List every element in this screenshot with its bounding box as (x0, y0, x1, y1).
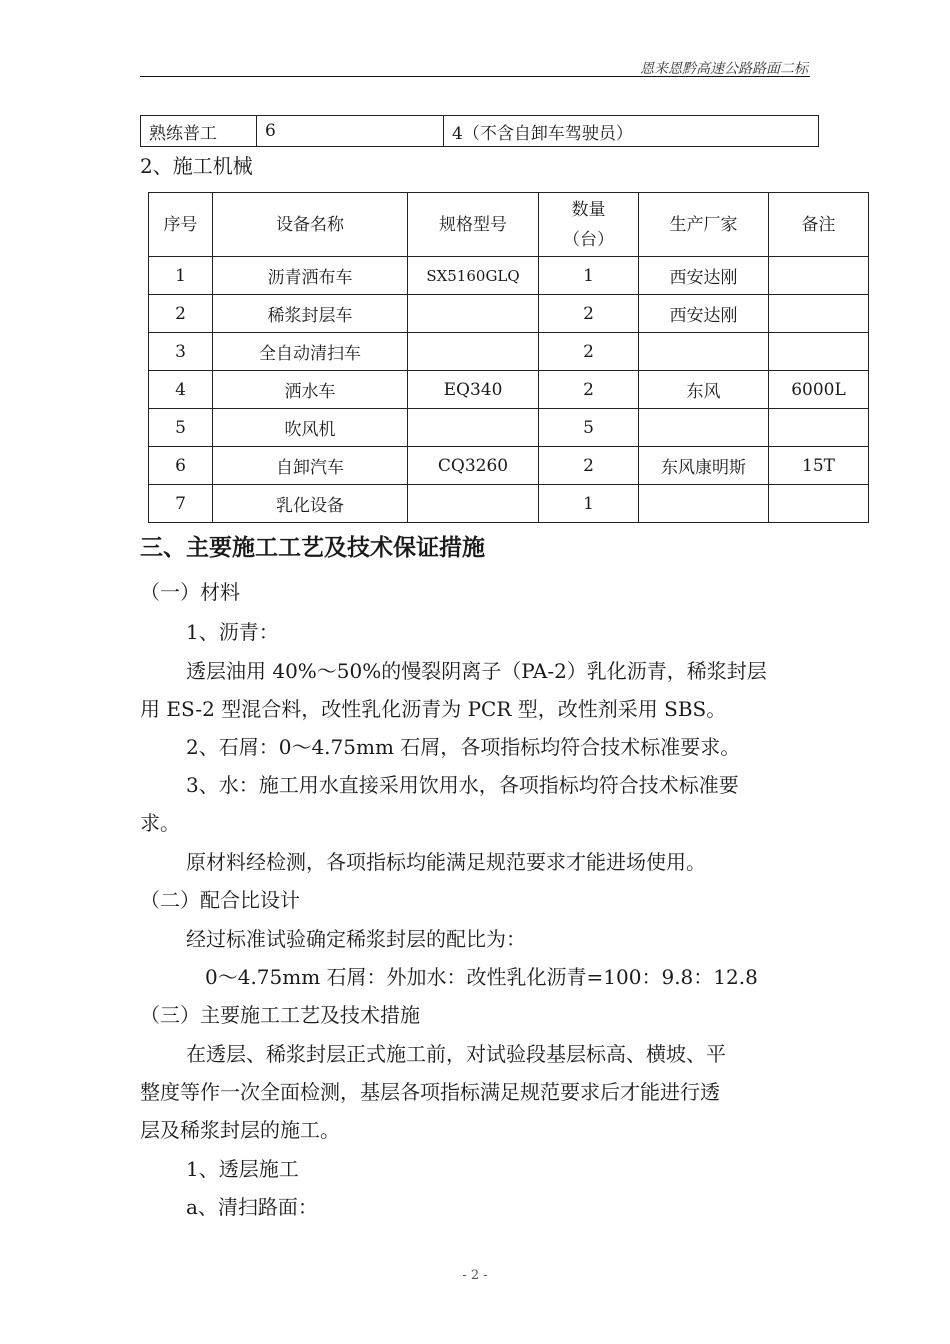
page-header-title: 恩来恩黔高速公路路面二标 (640, 61, 808, 77)
table-cell: 洒水车 (213, 371, 408, 409)
paragraph-line: 透层油用 40%～50%的慢裂阴离子（PA-2）乳化沥青，稀浆封层 (186, 659, 767, 683)
mix-ratio-line: 0～4.75mm 石屑：外加水：改性乳化沥青=100：9.8：12.8 (205, 965, 758, 989)
table-cell: 7 (149, 485, 213, 523)
header-cell-quantity (539, 193, 639, 257)
header-cell: 生产厂家 (639, 193, 769, 257)
table-cell: 6 (257, 116, 444, 147)
header-line: 数量 (571, 199, 606, 220)
subheading-mix-design: （二）配合比设计 (140, 888, 300, 912)
paragraph-line: 原材料经检测，各项指标均能满足规范要求才能进场使用。 (186, 850, 706, 874)
table-header-row (149, 193, 869, 257)
table-cell: 1 (539, 485, 639, 523)
paragraph-line: a、清扫路面： (186, 1195, 318, 1219)
table-cell: 西安达刚 (639, 295, 769, 333)
table-cell: 4 (149, 371, 213, 409)
table-row (149, 447, 869, 485)
table-cell: 15T (769, 447, 869, 485)
table-row (149, 257, 869, 295)
paragraph-line: 2、石屑：0～4.75mm 石屑，各项指标均符合技术标准要求。 (186, 735, 741, 759)
paragraph-line: 层及稀浆封层的施工。 (140, 1118, 340, 1142)
table-cell: 1 (149, 257, 213, 295)
paragraph-line: 1、沥青： (186, 620, 279, 644)
table-cell (769, 485, 869, 523)
table-cell: 全自动清扫车 (213, 333, 408, 371)
table-cell: 东风 (639, 371, 769, 409)
table-row (149, 409, 869, 447)
table-cell (769, 409, 869, 447)
header-cell: 序号 (149, 193, 213, 257)
header-line: （台） (563, 229, 614, 250)
table-row (149, 485, 869, 523)
table-row (149, 371, 869, 409)
table-cell: 5 (149, 409, 213, 447)
table-cell: 自卸汽车 (213, 447, 408, 485)
table-cell (639, 409, 769, 447)
paragraph-line: 在透层、稀浆封层正式施工前，对试验段基层标高、横坡、平 (186, 1042, 726, 1066)
table-cell (769, 333, 869, 371)
header-divider (140, 76, 810, 77)
table-cell: EQ340 (408, 371, 539, 409)
table-cell: 5 (539, 409, 639, 447)
table-cell: 2 (149, 295, 213, 333)
paragraph-line: 1、透层施工 (186, 1157, 299, 1181)
page-number: - 2 - (462, 1268, 488, 1283)
subheading-materials: （一）材料 (140, 580, 240, 604)
table-row (141, 116, 819, 147)
paragraph-line: 整度等作一次全面检测，基层各项指标满足规范要求后才能进行透 (140, 1080, 720, 1104)
equipment-table (148, 192, 869, 523)
table-cell: 2 (539, 333, 639, 371)
header-cell: 设备名称 (213, 193, 408, 257)
table-cell: 吹风机 (213, 409, 408, 447)
table-cell (769, 257, 869, 295)
table-cell: 乳化设备 (213, 485, 408, 523)
table-cell: 4（不含自卸车驾驶员） (444, 116, 819, 147)
table-cell (769, 295, 869, 333)
table-cell: 稀浆封层车 (213, 295, 408, 333)
table-cell (639, 485, 769, 523)
subheading-process: （三）主要施工工艺及技术措施 (140, 1003, 420, 1027)
table-cell: CQ3260 (408, 447, 539, 485)
table-cell: 6000L (769, 371, 869, 409)
paragraph-line: 3、水：施工用水直接采用饮用水，各项指标均符合技术标准要 (186, 773, 739, 797)
table-cell: 西安达刚 (639, 257, 769, 295)
table-cell: 1 (539, 257, 639, 295)
subsection-title: 2、施工机械 (140, 154, 253, 178)
labor-table-continued (140, 115, 819, 147)
paragraph-line: 求。 (140, 811, 180, 835)
section-heading: 三、主要施工工艺及技术保证措施 (140, 535, 485, 561)
table-cell: SX5160GLQ (408, 257, 539, 295)
header-cell: 规格型号 (408, 193, 539, 257)
table-cell: 2 (539, 371, 639, 409)
table-row (149, 333, 869, 371)
paragraph-line: 用 ES-2 型混合料，改性乳化沥青为 PCR 型，改性剂采用 SBS。 (140, 697, 727, 721)
table-cell (408, 333, 539, 371)
table-cell: 6 (149, 447, 213, 485)
table-cell: 熟练普工 (141, 116, 257, 147)
table-cell (408, 485, 539, 523)
header-cell: 备注 (769, 193, 869, 257)
table-cell (408, 295, 539, 333)
table-cell: 3 (149, 333, 213, 371)
table-row (149, 295, 869, 333)
table-cell (408, 409, 539, 447)
table-cell: 沥青洒布车 (213, 257, 408, 295)
table-cell: 2 (539, 447, 639, 485)
table-cell: 2 (539, 295, 639, 333)
table-cell (639, 333, 769, 371)
table-cell: 东风康明斯 (639, 447, 769, 485)
paragraph-line: 经过标准试验确定稀浆封层的配比为： (186, 927, 526, 951)
